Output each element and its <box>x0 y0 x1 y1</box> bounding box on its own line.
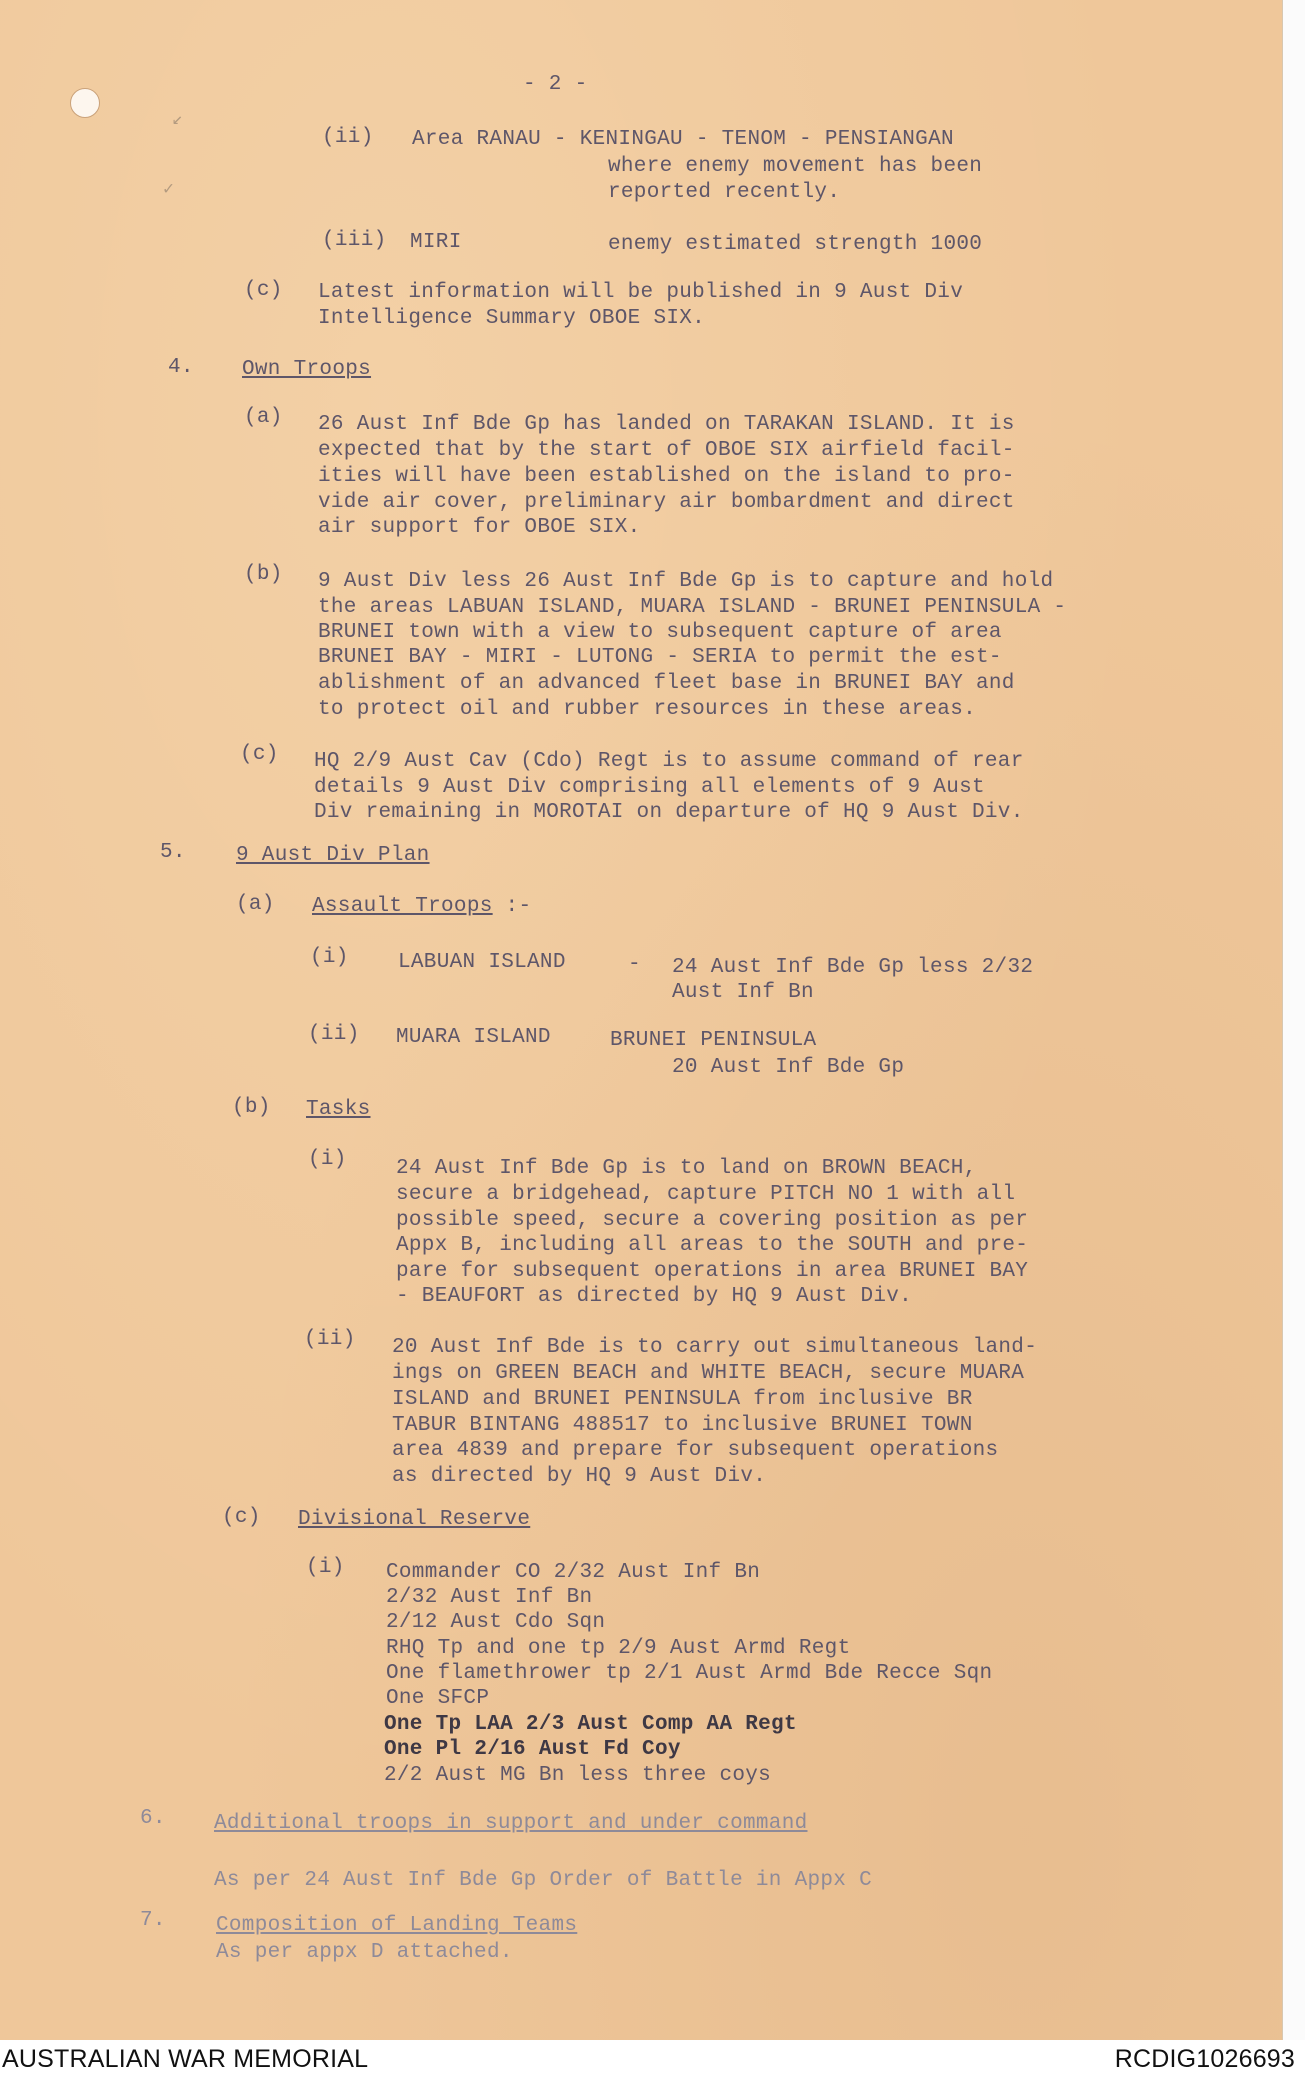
subheading-suffix: :- <box>505 895 532 918</box>
punch-hole <box>70 88 100 118</box>
para-text: air support for OBOE SIX. <box>318 516 641 539</box>
reserve-item: 2/2 Aust MG Bn less three coys <box>384 1764 772 1787</box>
place-name: MUARA ISLAND <box>396 1026 551 1049</box>
subheading: Tasks <box>306 1098 371 1121</box>
section-number: 5. <box>160 841 186 864</box>
place-name: BRUNEI PENINSULA <box>610 1029 817 1052</box>
para-text: Intelligence Summary OBOE SIX. <box>318 307 706 330</box>
para-text: BRUNEI BAY - MIRI - LUTONG - SERIA to permit the est- <box>318 646 1002 669</box>
reserve-item: Commander CO 2/32 Aust Inf Bn <box>386 1561 761 1584</box>
section-number: 6. <box>140 1807 166 1830</box>
para-text: Appx B, including all areas to the SOUTH and pre- <box>396 1234 1029 1257</box>
page-edge <box>1282 0 1305 2040</box>
para-text: the areas LABUAN ISLAND, MUARA ISLAND - BRUNEI PENINSULA - <box>318 596 1067 619</box>
page-number: - 2 - <box>523 73 588 96</box>
dash: - <box>628 953 641 976</box>
area-name: Area RANAU - KENINGAU - TENOM - PENSIANGAN <box>412 128 954 151</box>
item-number: (ii) <box>304 1328 356 1351</box>
area-description: where enemy movement has been <box>608 155 983 178</box>
para-text: 26 Aust Inf Bde Gp has landed on TARAKAN ISLAND. It is <box>318 413 1015 436</box>
reserve-item: One Tp LAA 2/3 Aust Comp AA Regt <box>384 1713 797 1736</box>
para-text: 20 Aust Inf Bde is to carry out simultaneous land- <box>392 1336 1038 1359</box>
para-label: (a) <box>236 893 275 916</box>
para-text: area 4839 and prepare for subsequent operations <box>392 1439 999 1462</box>
section-heading: Own Troops <box>242 358 372 381</box>
reserve-item: One flamethrower tp 2/1 Aust Armd Bde Recce Sqn <box>386 1662 993 1685</box>
para-text: 24 Aust Inf Bde Gp is to land on BROWN BEACH, <box>396 1157 977 1180</box>
reserve-item: 2/32 Aust Inf Bn <box>386 1586 593 1609</box>
para-label: (c) <box>240 743 279 766</box>
item-number: (ii) <box>322 126 374 149</box>
para-text: HQ 2/9 Aust Cav (Cdo) Regt is to assume command of rear <box>314 750 1024 773</box>
item-number: (i) <box>306 1556 345 1579</box>
para-text: possible speed, secure a covering position as per <box>396 1209 1029 1232</box>
item-number: (iii) <box>322 229 387 252</box>
para-text: As per 24 Aust Inf Bde Gp Order of Battle in Appx C <box>214 1869 873 1892</box>
reserve-item: One Pl 2/16 Aust Fd Coy <box>384 1738 681 1761</box>
para-label: (b) <box>244 563 283 586</box>
reserve-item: One SFCP <box>386 1687 490 1710</box>
area-name: MIRI <box>410 231 462 254</box>
reserve-item: 2/12 Aust Cdo Sqn <box>386 1611 606 1634</box>
section-heading: Composition of Landing Teams <box>216 1914 578 1937</box>
reserve-item: RHQ Tp and one tp 2/9 Aust Armd Regt <box>386 1637 851 1660</box>
para-text: as directed by HQ 9 Aust Div. <box>392 1465 767 1488</box>
troops: 24 Aust Inf Bde Gp less 2/32 <box>672 956 1034 979</box>
para-text: ings on GREEN BEACH and WHITE BEACH, secure MUARA <box>392 1362 1025 1385</box>
item-number: (i) <box>308 1148 347 1171</box>
item-number: (ii) <box>308 1023 360 1046</box>
para-text: BRUNEI town with a view to subsequent capture of area <box>318 621 1002 644</box>
para-text: Latest information will be published in 9 Aust Div <box>318 281 964 304</box>
pencil-mark: ✓ <box>163 180 174 200</box>
para-text: details 9 Aust Div comprising all elements of 9 Aust <box>314 776 985 799</box>
subheading: Assault Troops <box>312 895 493 918</box>
pencil-mark: ↙ <box>172 110 183 130</box>
para-label: (a) <box>244 406 283 429</box>
para-text: pare for subsequent operations in area BRUNEI BAY <box>396 1260 1029 1283</box>
para-label: (b) <box>232 1096 271 1119</box>
para-text: - BEAUFORT as directed by HQ 9 Aust Div. <box>396 1285 913 1308</box>
subheading-line <box>312 894 531 919</box>
section-heading: Additional troops in support and under command <box>214 1812 808 1835</box>
para-text: ISLAND and BRUNEI PENINSULA from inclusive BR <box>392 1388 973 1411</box>
para-text: to protect oil and rubber resources in these areas. <box>318 698 977 721</box>
para-text: ities will have been established on the island to pro- <box>318 465 1015 488</box>
footer-id: RCDIG1026693 <box>1114 2045 1295 2073</box>
area-description: enemy estimated strength 1000 <box>608 233 983 256</box>
para-text: vide air cover, preliminary air bombardment and direct <box>318 491 1015 514</box>
section-number: 4. <box>168 356 194 379</box>
footer-source: AUSTRALIAN WAR MEMORIAL <box>2 2045 369 2073</box>
area-description: reported recently. <box>608 181 841 204</box>
troops: Aust Inf Bn <box>672 981 814 1004</box>
place-name: LABUAN ISLAND <box>398 951 566 974</box>
para-text: TABUR BINTANG 488517 to inclusive BRUNEI TOWN <box>392 1414 973 1437</box>
item-number: (i) <box>310 946 349 969</box>
para-label: (c) <box>244 279 283 302</box>
para-text: expected that by the start of OBOE SIX airfield facil- <box>318 439 1015 462</box>
para-label: (c) <box>222 1506 261 1529</box>
para-text: 9 Aust Div less 26 Aust Inf Bde Gp is to capture and hold <box>318 570 1054 593</box>
subheading: Divisional Reserve <box>298 1508 531 1531</box>
troops: 20 Aust Inf Bde Gp <box>672 1056 905 1079</box>
section-number: 7. <box>140 1909 166 1932</box>
para-text: ablishment of an advanced fleet base in BRUNEI BAY and <box>318 672 1015 695</box>
para-text: Div remaining in MOROTAI on departure of HQ 9 Aust Div. <box>314 801 1024 824</box>
para-text: secure a bridgehead, capture PITCH NO 1 with all <box>396 1183 1016 1206</box>
section-heading: 9 Aust Div Plan <box>236 844 430 867</box>
para-text: As per appx D attached. <box>216 1941 513 1964</box>
